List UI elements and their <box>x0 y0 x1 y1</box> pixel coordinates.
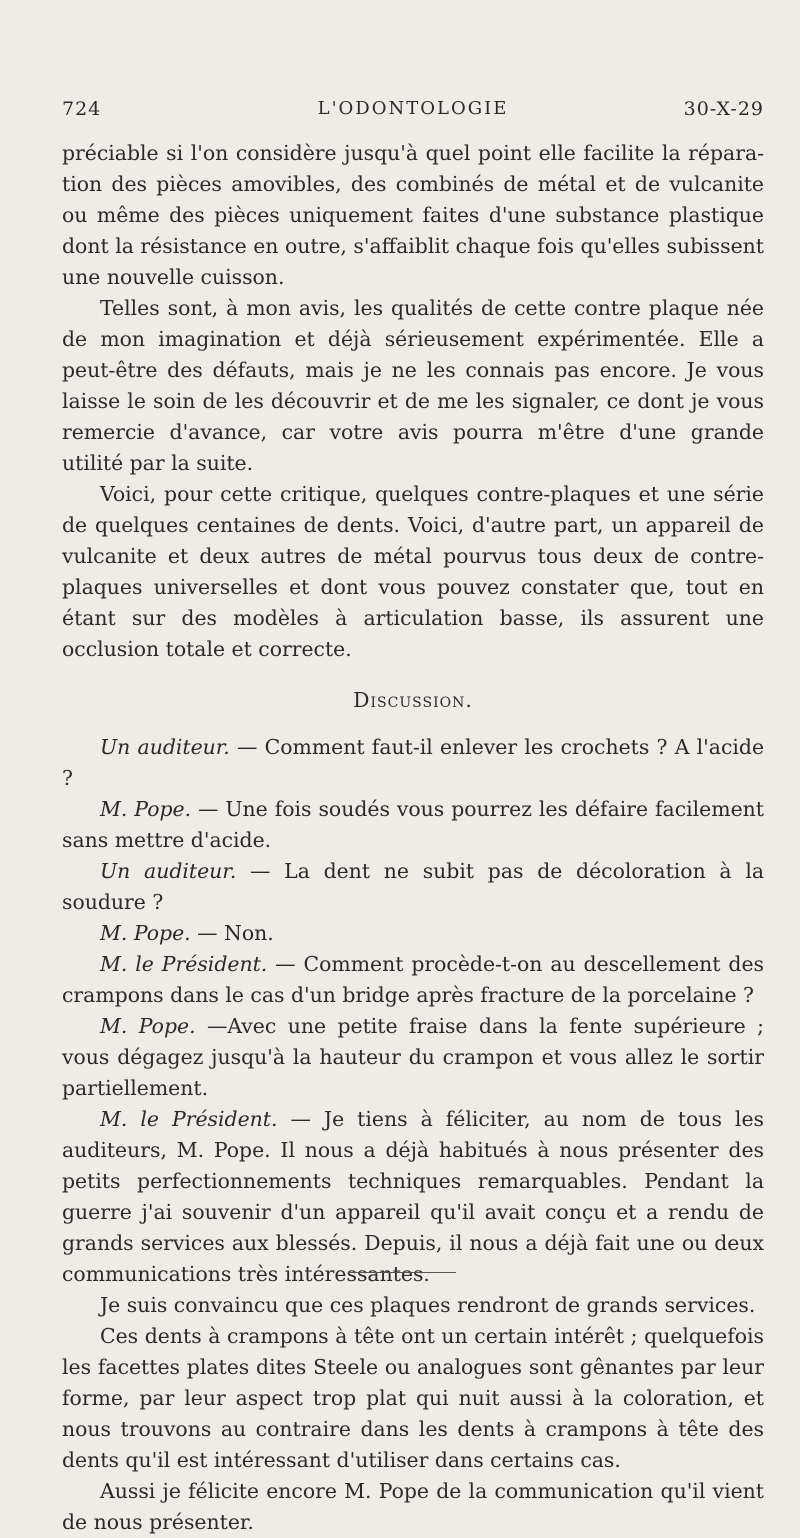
dialogue-text: — Comment faut-il enlever les crochets ? A l'acide ? <box>62 735 765 790</box>
dialogue-text: —Avec une petite fraise dans la fente supérieure ; vous dégagez jusqu'à la hauteur du crampon et vous allez le sortir partiellement. <box>62 1014 764 1100</box>
dialogue-line-1 <box>62 732 764 794</box>
speaker: M. le Président. <box>100 952 268 976</box>
dialogue-line-5 <box>62 949 764 1011</box>
dialogue-text: — Non. <box>190 921 274 945</box>
dialogue-text: — La dent ne subit pas de décoloration à la soudure ? <box>62 859 764 914</box>
speaker: M. Pope. <box>100 921 191 945</box>
closing-paragraph-3: Aussi je félicite encore M. Pope de la communication qu'il vient de nous présenter. <box>62 1479 764 1534</box>
dialogue-text: — Une fois soudés vous pourrez les défaire facilement sans mettre d'acide. <box>62 797 764 852</box>
dialogue-line-2 <box>62 794 764 856</box>
page-number: 724 <box>62 98 102 120</box>
closing-paragraph-2: Ces dents à crampons à tête ont un certain intérêt ; quelquefois les facettes plates dites Steele ou analogues sont gênantes par leur forme, par leur aspect trop plat qui nuit aussi à la coloration, et nous trouvons au contraire dans les dents à crampons à tête des dents qu'il est intéressant d'utiliser dans certains cas. <box>62 1324 764 1472</box>
closing-paragraph-1: Je suis convaincu que ces plaques rendront de grands services. <box>100 1293 756 1317</box>
running-header <box>62 98 764 128</box>
paragraph-3: Voici, pour cette critique, quelques contre-plaques et une série de quelques centaines de dents. Voici, d'autre part, un appareil de vulcanite et deux autres de métal pourvus tous deux de contre-plaques universelles et dont vous pouvez constater que, tout en étant sur des modèles à articulation basse, ils assurent une occlusion totale et correcte. <box>62 482 764 661</box>
speaker: M. le Président. <box>100 1107 278 1131</box>
journal-title: L'ODONTOLOGIE <box>317 98 509 119</box>
speaker: Un auditeur. <box>100 859 237 883</box>
dialogue-text: — Je tiens à féliciter, au nom de tous les auditeurs, M. Pope. Il nous a déjà habitués à nous présenter des petits perfectionnements techniques remarquables. Pendant la guerre j'ai souvenir d'un appareil qu'il avait conçu et a rendu de grands services aux blessés. Depuis, il nous a déjà fait une ou deux communications très intéressantes. <box>62 1107 764 1286</box>
dialogue-line-4 <box>62 918 764 949</box>
end-rule <box>348 1272 456 1273</box>
paragraph-1: préciable si l'on considère jusqu'à quel point elle facilite la répara-tion des pièces amovibles, des combinés de métal et de vulcanite ou même des pièces uniquement faites d'une substance plastique dont la résistance en outre, s'affaiblit chaque fois qu'elles subissent une nouvelle cuisson. <box>62 141 764 289</box>
dialogue-text: — Comment procède-t-on au descellement des crampons dans le cas d'un bridge après fracture de la porcelaine ? <box>62 952 764 1007</box>
issue-date: 30-X-29 <box>683 98 764 120</box>
paragraph-2: Telles sont, à mon avis, les qualités de cette contre plaque née de mon imagination et déjà sérieusement expérimentée. Elle a peut-être des défauts, mais je ne les connais pas encore. Je vous laisse le soin de les découvrir et de me les signaler, ce dont je vous remercie d'avance, car votre avis pourra m'être d'une grande utilité par la suite. <box>62 296 764 475</box>
speaker: Un auditeur. <box>100 735 230 759</box>
dialogue-line-7 <box>62 1104 764 1290</box>
article-body <box>62 138 764 1538</box>
dialogue-line-3 <box>62 856 764 918</box>
dialogue-line-6 <box>62 1011 764 1104</box>
speaker: M. Pope. <box>100 1014 196 1038</box>
speaker: M. Pope. <box>100 797 192 821</box>
discussion-heading: Discussion. <box>353 688 473 712</box>
